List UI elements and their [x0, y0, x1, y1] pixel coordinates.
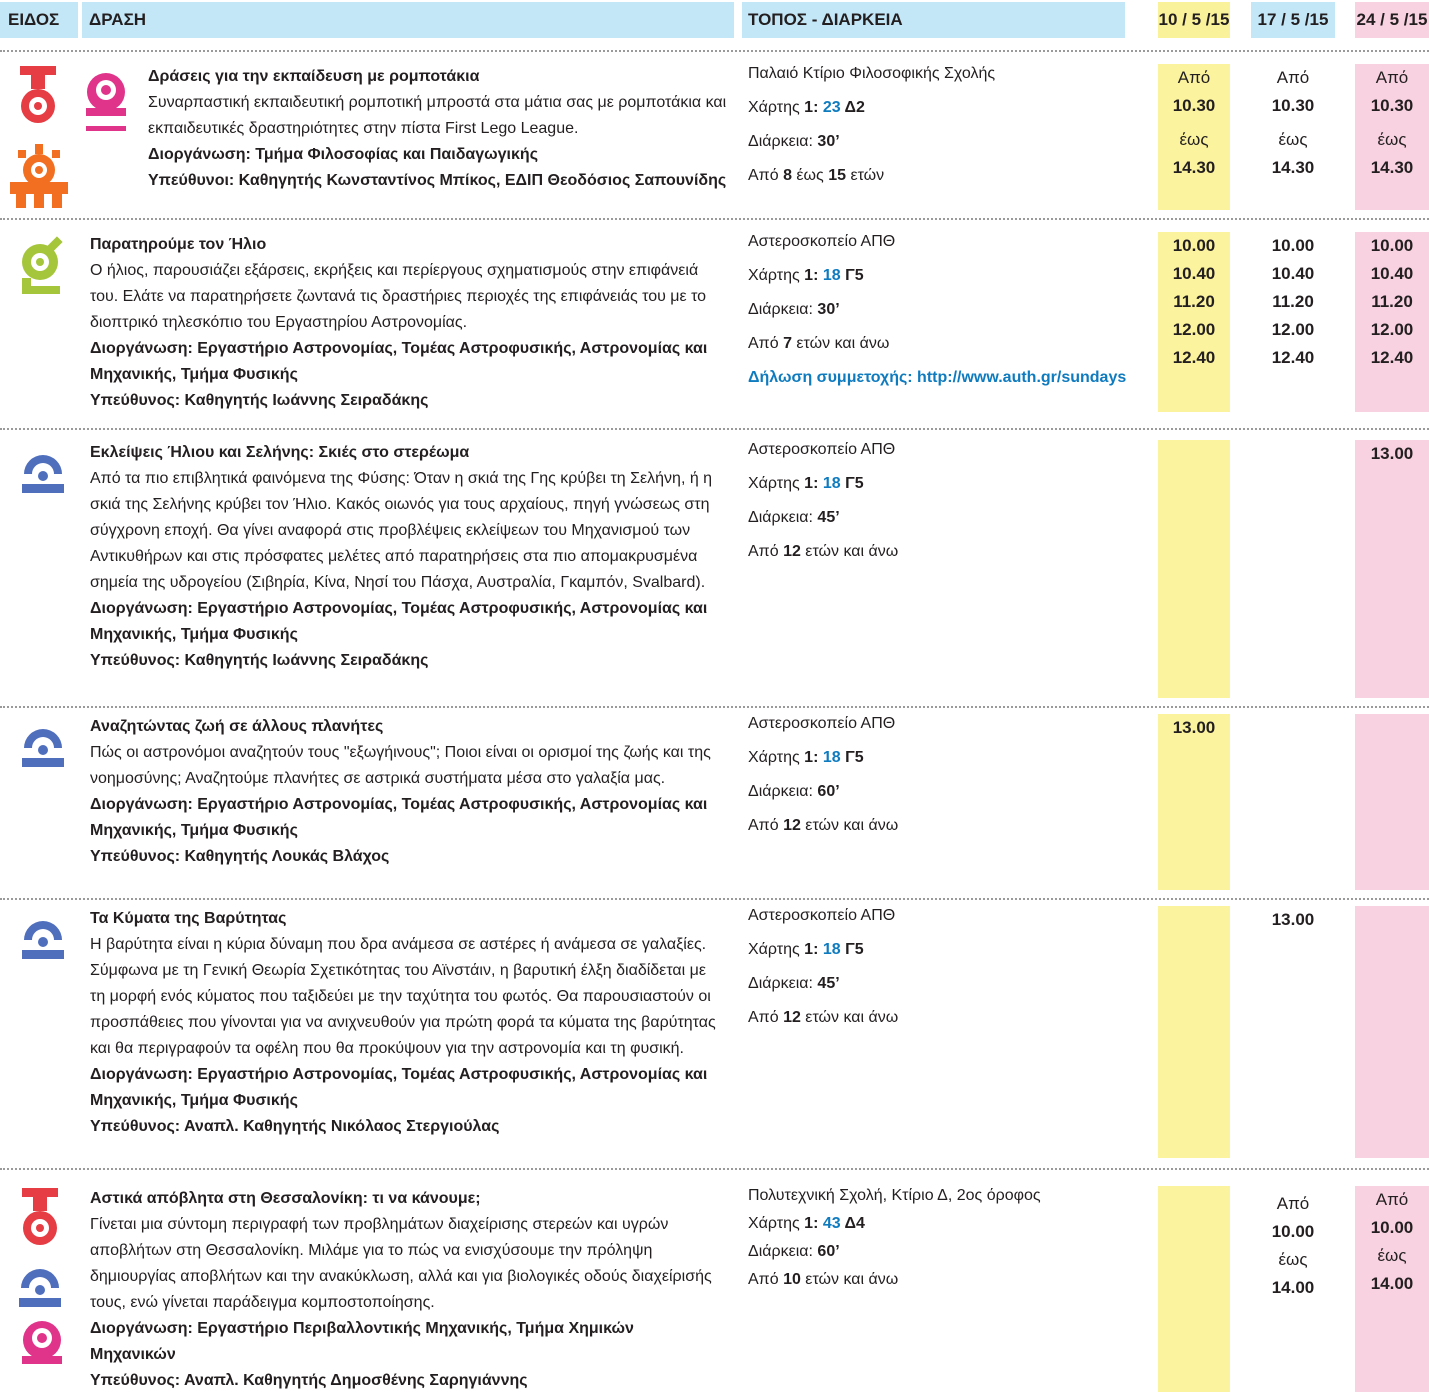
date1-times: Από 10.30 έως 14.30 — [1172, 68, 1216, 177]
date1-times: 13.00 — [1172, 718, 1216, 737]
map-ref: Χάρτης 1: 23 Δ2 — [748, 99, 865, 116]
place-name: Παλαιό Κτίριο Φιλοσοφικής Σχολής — [748, 65, 996, 82]
activity-title: Τα Κύματα της Βαρύτητας — [90, 910, 287, 927]
row-separator — [0, 50, 1429, 52]
telescope-icon — [18, 234, 72, 296]
eye-base-icon — [84, 68, 128, 134]
activity-text: Ο ήλιος, παρουσιάζει εξάρσεις, εκρήξεις και περίεργους σχηματισμούς στην επιφάνειά του. Ελάτε να παρατηρήσετε ζωντανά τις δραστήριες περιοχές της επιφάνειάς του με το διοπτρικό τηλεσκόπιο του Εργαστηρίου Αστρονομίας. — [90, 262, 707, 331]
activity-title: Εκλείψεις Ήλιου και Σελήνης: Σκιές στο στερέωμα — [90, 444, 470, 461]
age-range: Από 12 ετών και άνω — [748, 817, 899, 834]
date3-times: Από 10.30 έως 14.30 — [1370, 68, 1414, 177]
place-duration — [748, 440, 1148, 576]
place-name: Πολυτεχνική Σχολή, Κτίριο Δ, 2ος όροφος — [748, 1187, 1041, 1204]
age-range: Από 10 ετών και άνω — [748, 1271, 899, 1288]
header-date-1: 10 / 5 /15 — [1158, 2, 1230, 38]
place-name: Αστεροσκοπείο ΑΠΘ — [748, 233, 896, 250]
activity-row — [0, 232, 1429, 412]
activity-description — [148, 64, 728, 194]
activity-responsible: Υπεύθυνος: Καθηγητής Ιωάννης Σειραδάκης — [90, 652, 429, 669]
place-duration — [748, 232, 1148, 402]
place-name: Αστεροσκοπείο ΑΠΘ — [748, 441, 896, 458]
activity-description — [90, 232, 720, 414]
date2-times: 10.00 10.40 11.20 12.00 12.40 — [1271, 236, 1315, 367]
header-date-3: 24 / 5 /15 — [1355, 2, 1429, 38]
place-name: Αστεροσκοπείο ΑΠΘ — [748, 907, 896, 924]
registration-link[interactable]: Δήλωση συμμετοχής: http://www.auth.gr/sundays — [748, 369, 1127, 386]
age-range: Από 12 ετών και άνω — [748, 543, 899, 560]
activity-text: Πώς οι αστρονόμοι αναζητούν τους "εξωγήινους"; Ποιοι είναι οι ορισμοί της ζωής και της νοημοσύνης; Αναζητούμε πλανήτες σε αστρικά συστήματα μέσα στο γαλαξία μας. — [90, 744, 711, 787]
date2-times: 13.00 — [1271, 910, 1315, 929]
duration: Διάρκεια: 45’ — [748, 509, 840, 526]
activity-organizer: Διοργάνωση: Εργαστήριο Αστρονομίας, Τομέας Αστροφυσικής, Αστρονομίας και Μηχανικής, Τμήμα Φυσικής — [90, 340, 708, 383]
activity-description — [90, 440, 720, 674]
header-kind: ΕΙΔΟΣ — [0, 2, 78, 38]
activity-responsible: Υπεύθυνος: Καθηγητής Ιωάννης Σειραδάκης — [90, 392, 429, 409]
observatory-icon — [20, 446, 66, 494]
place-duration — [748, 1186, 1148, 1298]
row-separator — [0, 428, 1429, 430]
activity-row — [0, 440, 1429, 700]
activity-organizer: Διοργάνωση: Τμήμα Φιλοσοφίας και Παιδαγωγικής — [148, 146, 539, 163]
map-ref: Χάρτης 1: 43 Δ4 — [748, 1215, 865, 1232]
duration: Διάρκεια: 60’ — [748, 783, 840, 800]
eye-base-icon — [20, 1316, 64, 1376]
activity-text: Η βαρύτητα είναι η κύρια δύναμη που δρα ανάμεσα σε αστέρες ή ανάμεσα σε γαλαξίες. Σύμφωνα με τη Γενική Θεωρία Σχετικότητας του Αϊνστάιν, η βαρυτική έλξη διαδίδεται με τη μορφή ενός κύματος που ταξιδεύει με την ταχύτητα του φωτός. Θα παρουσιαστούν οι προσπάθειες που γίνονται για να ανιχνευθούν για πρώτη φορά τα κύματα της βαρύτητας και θα περιγραφούν τα οφέλη που θα προκύψουν για την αστρονομία και τη φυσική. — [90, 936, 716, 1057]
duration: Διάρκεια: 30’ — [748, 133, 840, 150]
map-ref: Χάρτης 1: 18 Γ5 — [748, 475, 864, 492]
row-separator — [0, 218, 1429, 220]
flask-icon — [18, 64, 58, 126]
place-name: Αστεροσκοπείο ΑΠΘ — [748, 715, 896, 732]
activity-description — [90, 906, 720, 1140]
activity-responsible: Υπεύθυνοι: Καθηγητής Κωνσταντίνος Μπίκος, ΕΔΙΠ Θεοδόσιος Σαπουνίδης — [148, 172, 727, 189]
age-range: Από 8 έως 15 ετών — [748, 167, 885, 184]
duration: Διάρκεια: 45’ — [748, 975, 840, 992]
activity-responsible: Υπεύθυνος: Αναπλ. Καθηγητής Νικόλαος Στεργιούλας — [90, 1118, 500, 1135]
header-date-2: 17 / 5 /15 — [1251, 2, 1335, 38]
activity-description — [90, 714, 720, 870]
map-ref: Χάρτης 1: 18 Γ5 — [748, 941, 864, 958]
row-separator — [0, 898, 1429, 900]
activity-description — [90, 1186, 720, 1392]
activity-row — [0, 64, 1429, 214]
observatory-icon — [20, 912, 66, 960]
activity-text: Συναρπαστική εκπαιδευτική ρομποτική μπροστά στα μάτια σας με ρομποτάκια και εκπαιδευτικές δραστηριότητες στην πίστα First Lego League. — [148, 94, 727, 137]
age-range: Από 7 ετών και άνω — [748, 335, 890, 352]
activity-text: Γίνεται μια σύντομη περιγραφή των προβλημάτων διαχείρισης στερεών και υγρών αποβλήτων στη Θεσσαλονίκη. Μιλάμε για το πώς να ενισχύσουμε την πρόληψη δημιουργίας αποβλήτων και την ανακύκλωση, αλλά και για βιολογικές οδούς διαχείρισής τους, ενώ γίνεται παράδειγμα κομποστοποίησης. — [90, 1216, 712, 1311]
duration: Διάρκεια: 60’ — [748, 1243, 840, 1260]
activity-organizer: Διοργάνωση: Εργαστήριο Περιβαλλοντικής Μηχανικής, Τμήμα Χημικών Μηχανικών — [90, 1320, 634, 1363]
activity-row — [0, 906, 1429, 1162]
activity-row — [0, 1186, 1429, 1392]
activity-title: Αστικά απόβλητα στη Θεσσαλονίκη: τι να κάνουμε; — [90, 1190, 481, 1207]
activity-text: Από τα πιο επιβλητικά φαινόμενα της Φύσης: Όταν η σκιά της Γης κρύβει τη Σελήνη, ή η σκιά της Σελήνης κρύβει τον Ήλιο. Κακός οιωνός για τους αρχαίους, πηγή γνώσεως στη σύγχρονη εποχή. Θα γίνει αναφορά στις προβλέψεις εκλείψεων του Μηχανισμού των Αντικυθήρων και στις πρόσφατες μελέτες από παρατηρήσεις στα πιο απομακρυσμένα σημεία της υδρογείου (Σιβηρία, Κίνα, Νησί του Πάσχα, Αυστραλία, Γκαμπόν, Svalbard). — [90, 470, 713, 591]
date2-times: Από 10.30 έως 14.30 — [1271, 68, 1315, 177]
activity-row — [0, 714, 1429, 894]
activity-responsible: Υπεύθυνος: Καθηγητής Λουκάς Βλάχος — [90, 848, 390, 865]
map-ref: Χάρτης 1: 18 Γ5 — [748, 749, 864, 766]
activity-organizer: Διοργάνωση: Εργαστήριο Αστρονομίας, Τομέας Αστροφυσικής, Αστρονομίας και Μηχανικής, Τμήμα Φυσικής — [90, 600, 708, 643]
date1-times: 10.00 10.40 11.20 12.00 12.40 — [1172, 236, 1216, 367]
header-place: ΤΟΠΟΣ - ΔΙΑΡΚΕΙΑ — [742, 2, 1125, 38]
date3-times: 13.00 — [1370, 444, 1414, 463]
date3-times: Από 10.00 έως 14.00 — [1370, 1190, 1414, 1293]
row-separator — [0, 1168, 1429, 1170]
place-duration — [748, 906, 1148, 1042]
map-ref: Χάρτης 1: 18 Γ5 — [748, 267, 864, 284]
activity-organizer: Διοργάνωση: Εργαστήριο Αστρονομίας, Τομέας Αστροφυσικής, Αστρονομίας και Μηχανικής, Τμήμα Φυσικής — [90, 796, 708, 839]
activity-organizer: Διοργάνωση: Εργαστήριο Αστρονομίας, Τομέας Αστροφυσικής, Αστρονομίας και Μηχανικής, Τμήμα Φυσικής — [90, 1066, 708, 1109]
flask-icon — [20, 1186, 60, 1248]
place-duration — [748, 714, 1148, 850]
activity-title: Αναζητώντας ζωή σε άλλους πλανήτες — [90, 718, 384, 735]
observatory-icon — [17, 1260, 63, 1308]
robot-icon — [10, 144, 68, 208]
place-duration — [748, 64, 1148, 200]
header-activity: ΔΡΑΣΗ — [82, 2, 734, 38]
row-separator — [0, 706, 1429, 708]
activity-title: Δράσεις για την εκπαίδευση με ρομποτάκια — [148, 68, 480, 85]
age-range: Από 12 ετών και άνω — [748, 1009, 899, 1026]
activity-title: Παρατηρούμε τον Ήλιο — [90, 236, 267, 253]
activity-responsible: Υπεύθυνος: Αναπλ. Καθηγητής Δημοσθένης Σαρηγιάννης — [90, 1372, 528, 1389]
duration: Διάρκεια: 30’ — [748, 301, 840, 318]
date3-times: 10.00 10.40 11.20 12.00 12.40 — [1370, 236, 1414, 367]
observatory-icon — [20, 720, 66, 768]
date2-times: Από 10.00 έως 14.00 — [1271, 1194, 1315, 1297]
